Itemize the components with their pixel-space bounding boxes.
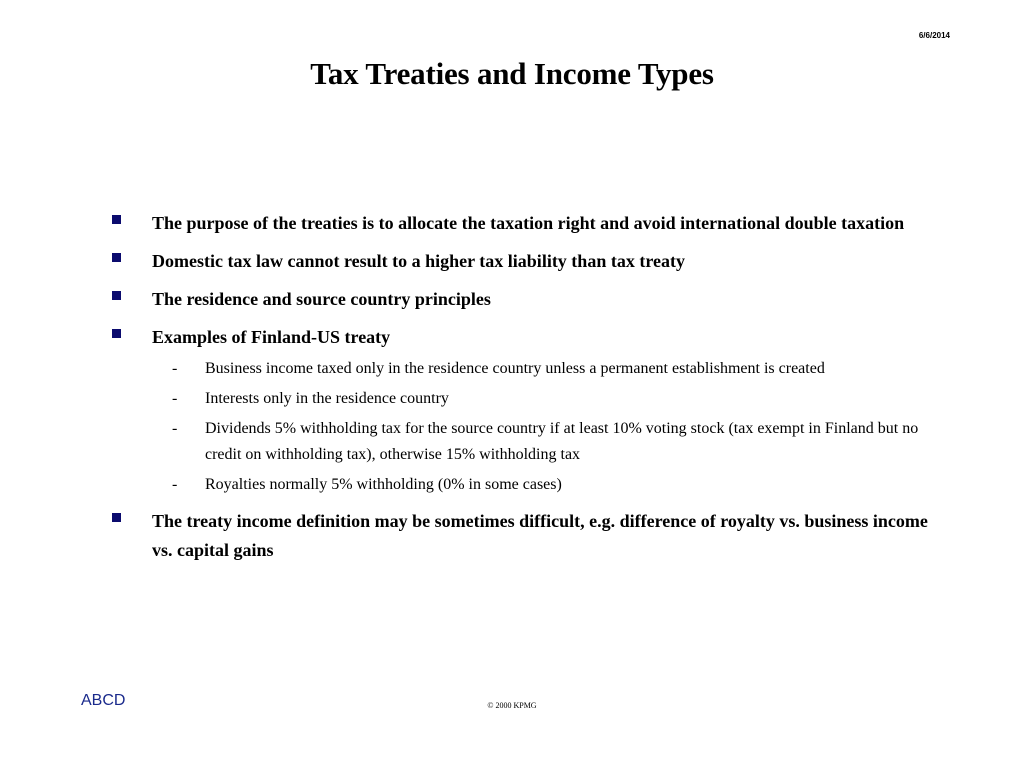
- square-bullet-icon: [112, 329, 121, 338]
- bullet-item: [0, 285, 1024, 314]
- sub-bullet-text: Royalties normally 5% withholding (0% in some cases): [205, 476, 562, 493]
- sub-bullet-item: [152, 356, 934, 382]
- dash-marker: -: [172, 390, 178, 407]
- bullet-item: [0, 247, 1024, 276]
- bullet-text: Domestic tax law cannot result to a higher tax liability than tax treaty: [152, 251, 685, 271]
- bullet-list: [0, 209, 1024, 574]
- dash-marker: -: [172, 360, 178, 377]
- square-bullet-icon: [112, 215, 121, 224]
- dash-marker: -: [172, 420, 178, 437]
- bullet-text: The treaty income definition may be sometimes difficult, e.g. difference of royalty vs. business income vs. capital gains: [152, 511, 928, 560]
- sub-bullet-item: [152, 472, 934, 498]
- square-bullet-icon: [112, 253, 121, 262]
- dash-marker: -: [172, 476, 178, 493]
- bullet-text: Examples of Finland-US treaty: [152, 327, 391, 347]
- company-logo: ABCD: [81, 692, 126, 709]
- sub-bullet-item: [152, 416, 934, 468]
- sub-bullet-list: [152, 356, 934, 498]
- sub-bullet-text: Interests only in the residence country: [205, 390, 449, 407]
- bullet-item: [0, 209, 1024, 238]
- copyright-footer: © 2000 KPMG: [487, 701, 537, 710]
- bullet-text: The residence and source country principles: [152, 289, 491, 309]
- bullet-item: [0, 507, 1024, 565]
- slide-date: 6/6/2014: [918, 31, 950, 40]
- bullet-text: The purpose of the treaties is to allocate the taxation right and avoid international double taxation: [152, 213, 905, 233]
- bullet-item: [0, 323, 1024, 498]
- square-bullet-icon: [112, 291, 121, 300]
- slide-title: Tax Treaties and Income Types: [310, 56, 714, 91]
- sub-bullet-text: Business income taxed only in the residence country unless a permanent establishment is created: [205, 360, 825, 377]
- sub-bullet-item: [152, 386, 934, 412]
- square-bullet-icon: [112, 513, 121, 522]
- sub-bullet-text: Dividends 5% withholding tax for the source country if at least 10% voting stock (tax exempt in Finland but no credit on withholding tax), otherwise 15% withholding tax: [205, 420, 919, 463]
